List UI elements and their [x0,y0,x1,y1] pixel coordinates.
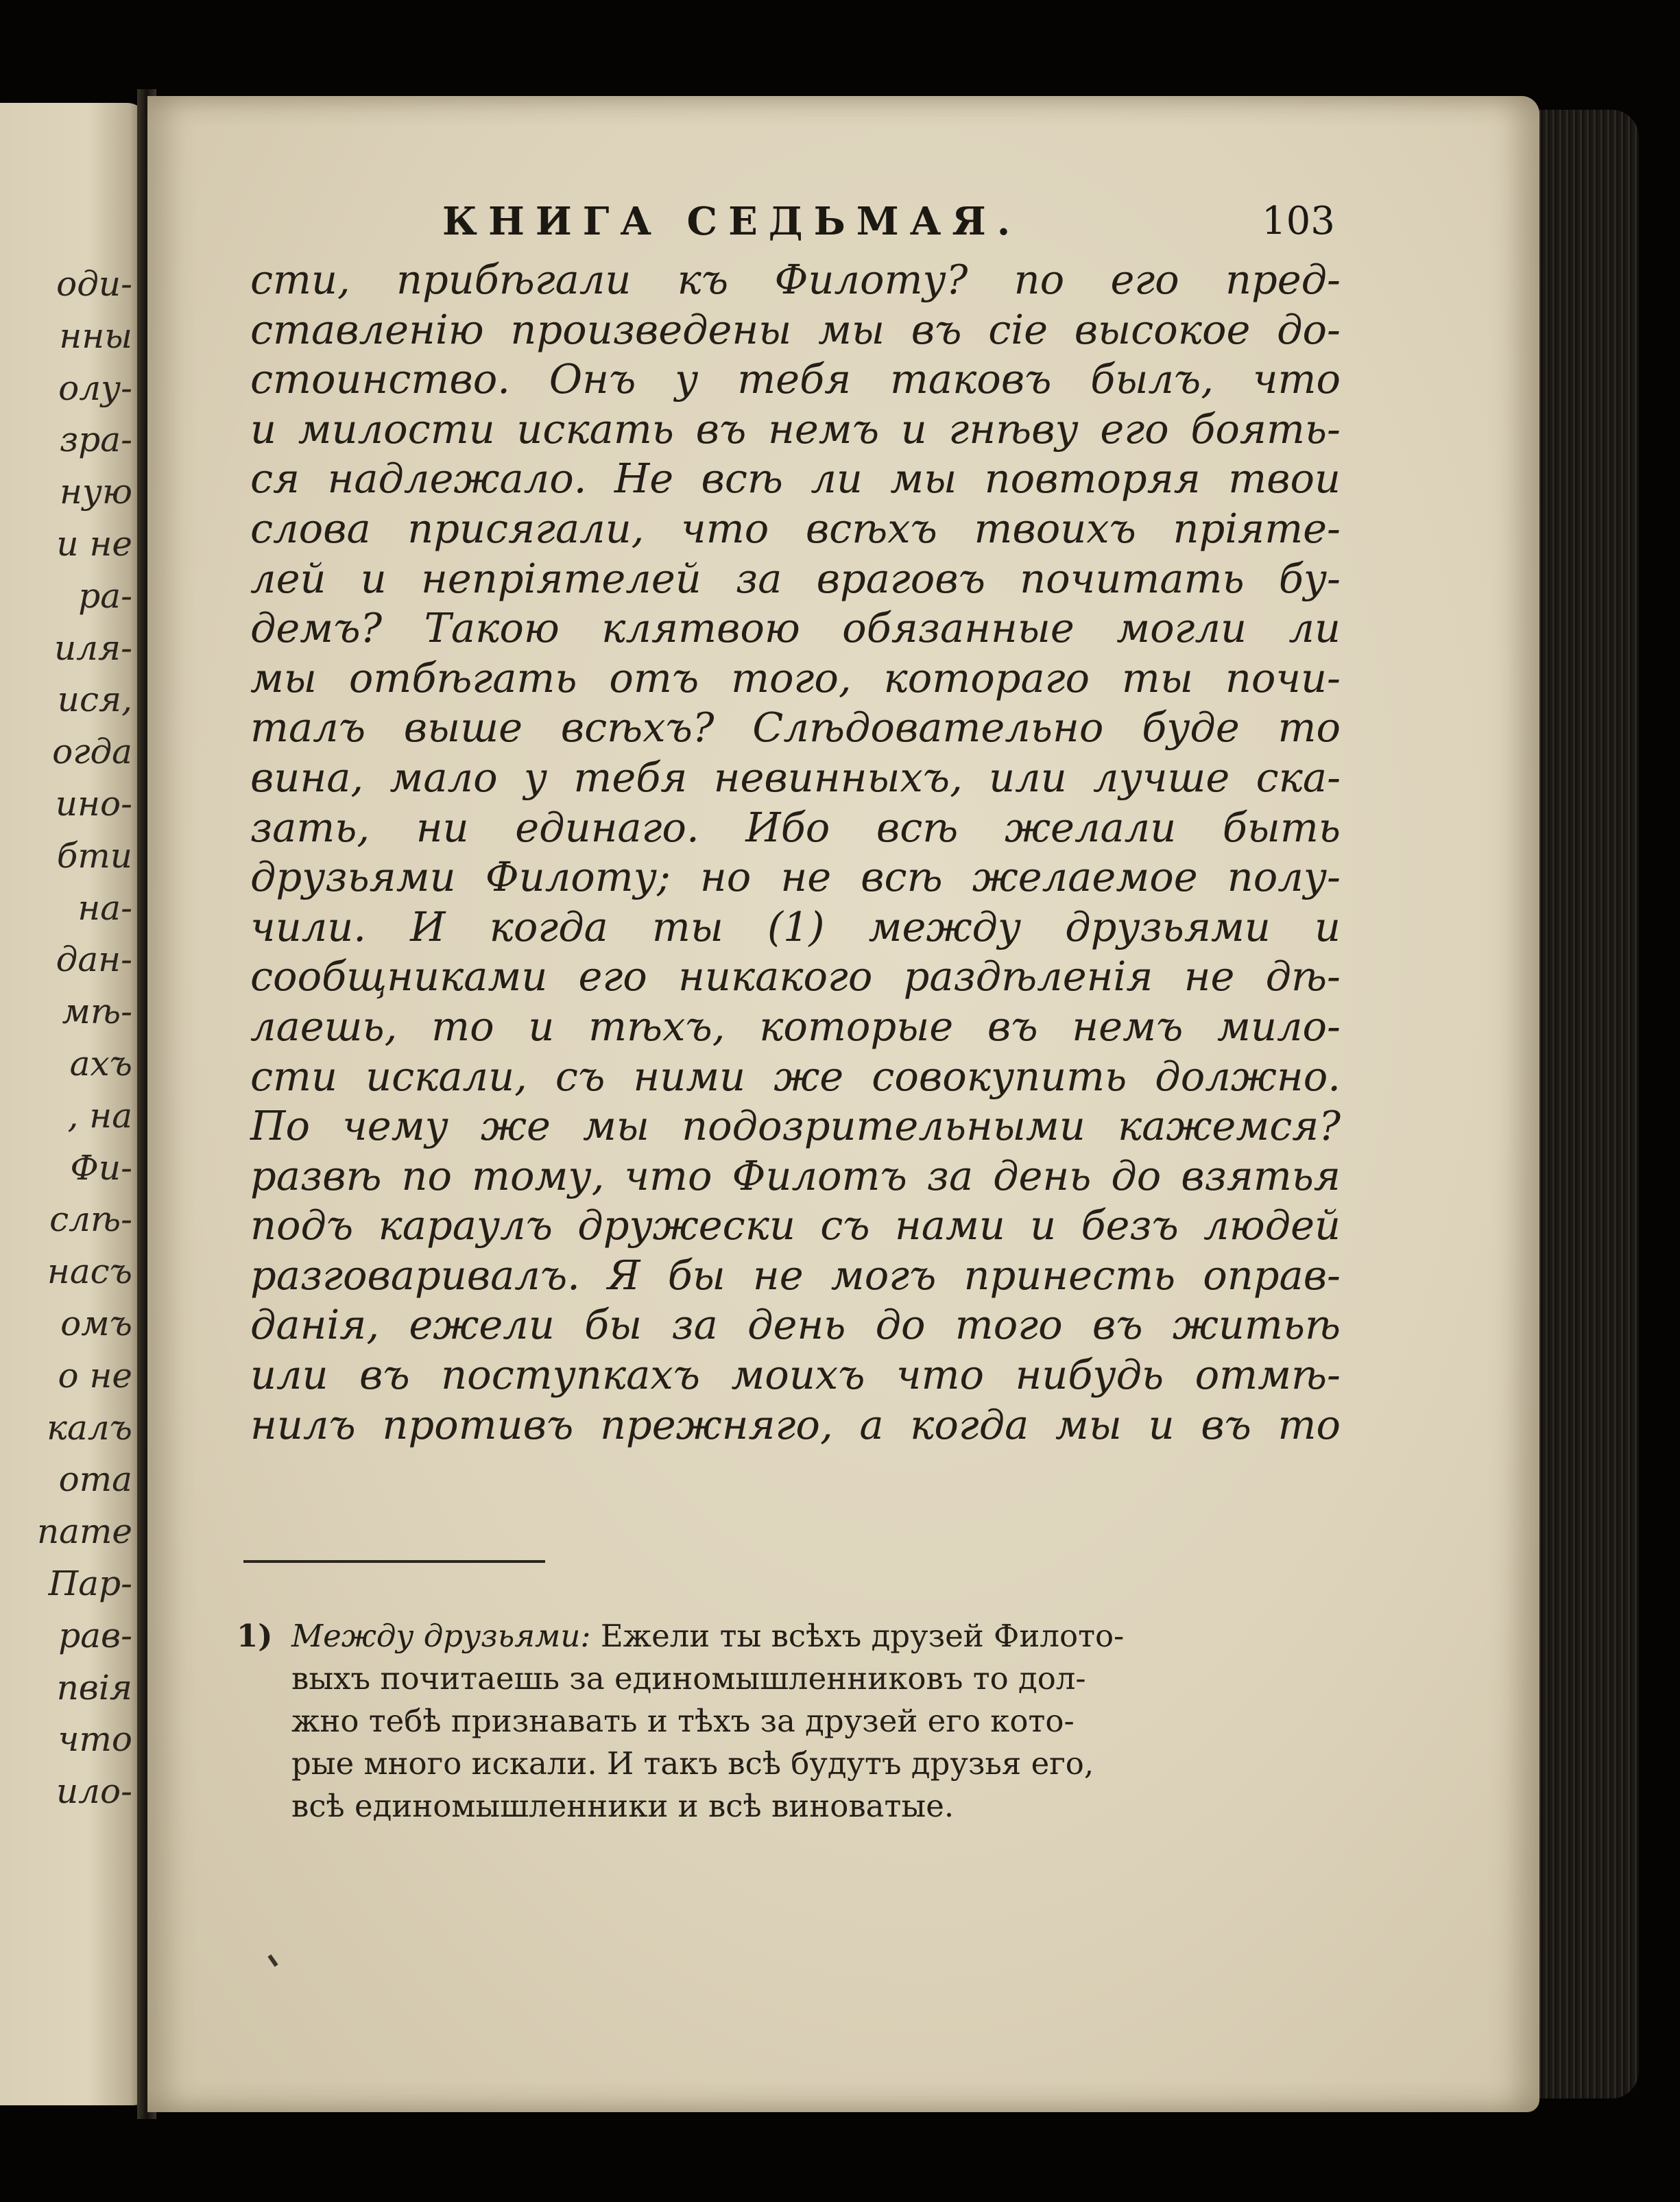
page-header [147,199,1539,254]
text-line: сообщниками его никакого раздѣленія не дѣ- [250,953,1341,1001]
book-page [147,96,1539,2112]
facing-page-fragment: пате [36,1511,132,1552]
facing-page-fragment: слѣ- [49,1199,132,1240]
facing-page-left [0,103,147,2105]
text-line: нилъ противъ прежняго, а когда мы и въ то [250,1400,1341,1448]
text-line: зать, ни единаго. Ибо всѣ желали быть [250,803,1341,851]
facing-page-fragment: дан- [56,940,132,980]
facing-page-fragment: огда [52,732,132,772]
facing-page-fragment: рав- [58,1615,132,1655]
text-line: сти, прибѣгали къ Филоту? по его пред- [250,256,1341,303]
ink-spot [267,1954,278,1967]
facing-page-fragment: насъ [47,1252,132,1292]
facing-page-fragment: ахъ [69,1044,132,1084]
facing-page-fragment: ино- [55,784,132,824]
facing-page-fragment: оди- [56,264,132,304]
text-line: или въ поступкахъ моихъ что нибудь отмѣ- [250,1351,1341,1399]
text-line: друзьями Филоту; но не всѣ желаемое полу- [250,853,1341,901]
facing-page-fragment: ися, [57,680,132,720]
facing-page-fragment: Фи- [70,1147,132,1188]
facing-page-fragment: ра- [78,575,132,616]
footnote-line-text: Ежели ты всѣхъ друзей Филото- [590,1618,1125,1654]
footnote-line [237,1615,1347,1658]
facing-page-fragment: омъ [60,1304,132,1343]
facing-page-fragment: калъ [47,1407,132,1448]
footnote [237,1615,1347,1828]
text-line: демъ? Такою клятвою обязанные могли ли [250,604,1341,652]
facing-page-fragment: Пар- [48,1564,132,1603]
text-line: развѣ по тому, что Филотъ за день до взятья [250,1151,1341,1199]
body-text [250,255,1341,1450]
text-line: подъ караулъ дружески съ нами и безъ людей [250,1201,1341,1249]
facing-page-fragment: на- [77,887,132,928]
footnote-marker: 1) [237,1618,273,1654]
text-line: данія, ежели бы за день до того въ житьѣ [250,1301,1341,1349]
facing-page-fragment: мѣ- [62,992,132,1032]
facing-page-fragment: бти [56,835,132,876]
facing-page-fragment: что [58,1719,132,1760]
facing-page-fragment: зра- [60,420,132,460]
text-line: чили. И когда ты (1) между друзьями и [250,902,1341,950]
text-line: ставленію произведены мы въ сіе высокое до- [250,305,1341,353]
page-number: 103 [1262,199,1335,243]
facing-page-fragment: ота [58,1459,132,1500]
footnote-lead: Между друзьями: [291,1618,591,1654]
facing-page-fragment: пвія [56,1667,132,1708]
text-line: сти искали, съ ними же совокупить должно. [250,1052,1341,1100]
facing-page-fragment: и не [56,524,132,564]
facing-page-fragment: ную [60,472,132,512]
text-line: и милости искать въ немъ и гнѣву его боять- [250,405,1341,453]
page-edges [1536,110,1639,2098]
running-title: КНИГА СЕДЬМАЯ. [442,199,1022,244]
facing-page-fragment: иля- [53,627,132,668]
text-line: лаешь, то и тѣхъ, которые въ немъ мило- [250,1002,1341,1050]
footnote-line: жно тебѣ признавать и тѣхъ за друзей его кото- [291,1703,1075,1739]
text-line: лей и непріятелей за враговъ почитать бу- [250,554,1341,602]
facing-page-fragment: , на [67,1095,132,1136]
text-line: вина, мало у тебя невинныхъ, или лучше ска- [250,753,1341,801]
footnote-line: всѣ единомышленники и всѣ виноватые. [291,1788,955,1824]
footnote-line: рые много искали. И такъ всѣ будутъ друзья его, [291,1745,1094,1782]
text-line: По чему же мы подозрительными кажемся? [250,1102,1341,1150]
footnote-line: выхъ почитаешь за единомышленниковъ то дол- [291,1660,1086,1697]
facing-page-fragment: о не [58,1355,132,1396]
text-line: талъ выше всѣхъ? Слѣдовательно буде то [250,704,1341,752]
facing-page-fragment: олу- [58,368,132,408]
facing-page-fragment: ило- [56,1771,132,1812]
text-line: ся надлежало. Не всѣ ли мы повторяя твои [250,455,1341,503]
facing-page-fragment: нны [59,315,132,356]
text-line: разговаривалъ. Я бы не могъ принесть оправ- [250,1251,1341,1299]
text-line: стоинство. Онъ у тебя таковъ былъ, что [250,355,1341,403]
text-line: мы отбѣгать отъ того, котораго ты почи- [250,654,1341,702]
footnote-separator [243,1560,545,1563]
text-line: слова присягали, что всѣхъ твоихъ пріяте- [250,504,1341,552]
